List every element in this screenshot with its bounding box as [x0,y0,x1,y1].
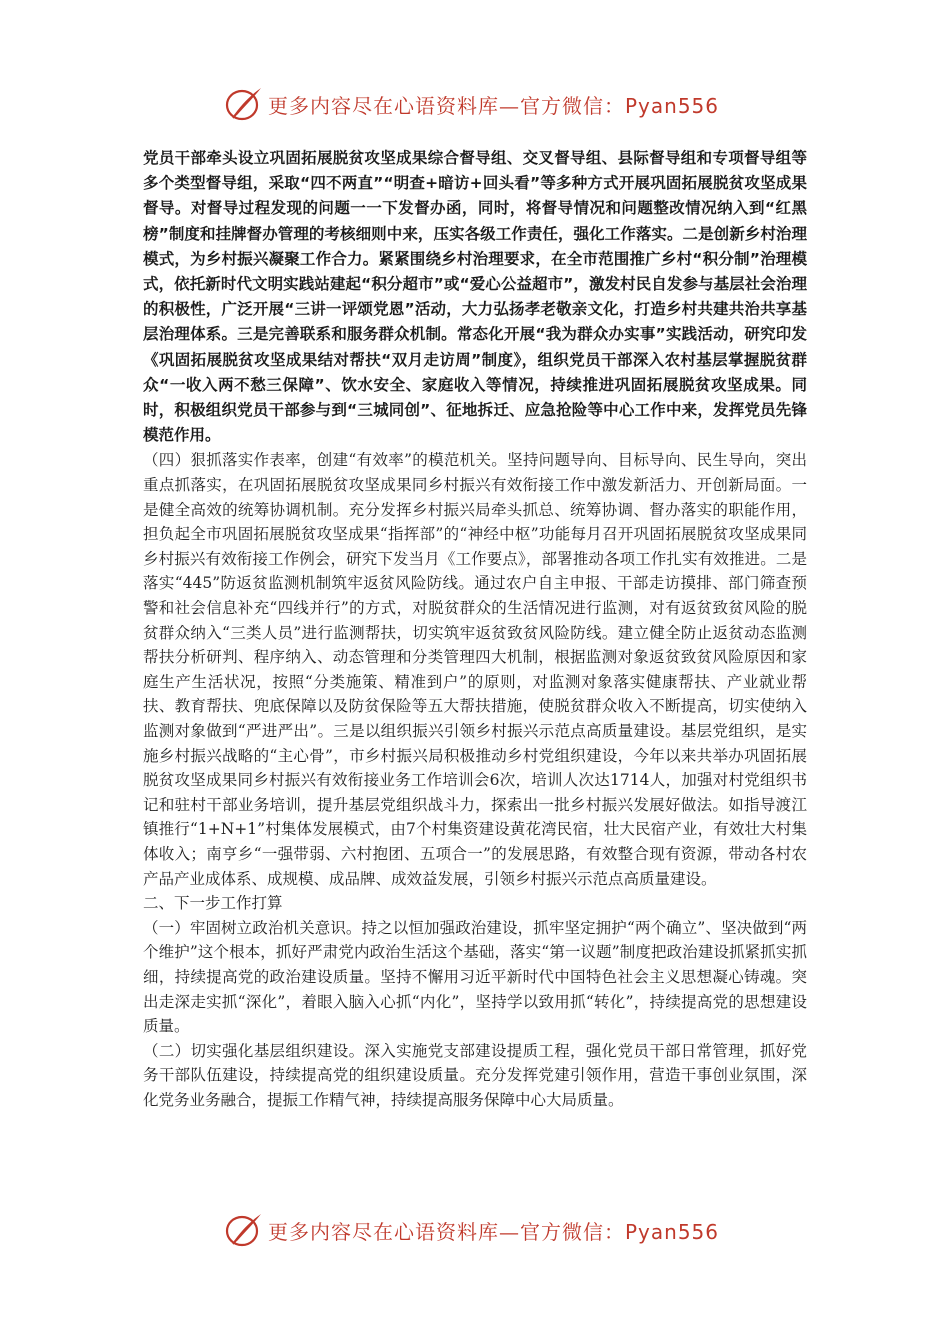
article-body [143,146,807,1112]
quill-pen-logo-icon [224,85,264,123]
wechat-id: Pyan556 [625,1219,720,1244]
footer-banner [224,1210,744,1250]
paragraph: （一）牢固树立政治机关意识。持之以恒加强政治建设，抓牢坚定拥护“两个确立”、坚决做到“两个维护”这个根本，抓好严肃党内政治生活这个基础，落实“第一议题”制度把政治建设抓紧抓实抓细，持续提高党的政治建设质量。坚持不懈用习近平新时代中国特色社会主义思想凝心铸魂。突出走深走实抓“深化”，着眼入脑入心抓“内化”，坚持学以致用抓“转化”，持续提高党的思想建设质量。 [143,918,807,1036]
paragraph: （二）切实强化基层组织建设。深入实施党支部建设提质工程，强化党员干部日常管理，抓好党务干部队伍建设，持续提高党的组织建设质量。充分发挥党建引领作用，营造干事创业氛围，深化党务业务融合，提振工作精气神，持续提高服务保障中心大局质量。 [143,1041,807,1109]
banner-text: 更多内容尽在心语资料库—官方微信：Pyan556 [268,93,720,118]
header-banner [224,84,744,124]
paragraph: 党员干部牵头设立巩固拓展脱贫攻坚成果综合督导组、交叉督导组、县际督导组和专项督导组等多个类型督导组，采取“四不两直”“明查+暗访+回头看”等多种方式开展巩固拓展脱贫攻坚成果督导。对督导过程发现的问题一一下发督办函，同时，将督导情况和问题整改情况纳入到“红黑榜”制度和挂牌督办管理的考核细则中来，压实各级工作责任，强化工作落实。二是创新乡村治理模式，为乡村振兴凝聚工作合力。紧紧围绕乡村治理要求，在全市范围推广乡村“积分制”治理模式，依托新时代文明实践站建起“积分超市”或“爱心公益超市”，激发村民自发参与基层社会治理的积极性，广泛开展“三讲一评颂党恩”活动，大力弘扬孝老敬亲文化，打造乡村共建共治共享基层治理体系。三是完善联系和服务群众机制。常态化开展“我为群众办实事”实践活动，研究印发《巩固拓展脱贫攻坚成果结对帮扶“双月走访周”制度》，组织党员干部深入农村基层掌握脱贫群众“一收入两不愁三保障”、饮水安全、家庭收入等情况，持续推进巩固拓展脱贫攻坚成果。同时，积极组织党员干部参与到“三城同创”、征地拆迁、应急抢险等中心工作中来，发挥党员先锋模范作用。 [143,149,807,445]
wechat-id: Pyan556 [625,93,720,118]
quill-pen-logo-icon [224,1211,264,1249]
banner-text: 更多内容尽在心语资料库—官方微信：Pyan556 [268,1219,720,1244]
paragraph: （四）狠抓落实作表率，创建“有效率”的模范机关。坚持问题导向、目标导向、民生导向，突出重点抓落实，在巩固拓展脱贫攻坚成果同乡村振兴有效衔接工作中激发新活力、开创新局面。一是健全高效的统筹协调机制。充分发挥乡村振兴局牵头抓总、统筹协调、督办落实的职能作用，担负起全市巩固拓展脱贫攻坚成果“指挥部”的“神经中枢”功能每月召开巩固拓展脱贫攻坚成果同乡村振兴有效衔接工作例会，研究下发当月《工作要点》，部署推动各项工作扎实有效推进。二是落实“445”防返贫监测机制筑牢返贫风险防线。通过农户自主申报、干部走访摸排、部门筛查预警和社会信息补充“四线并行”的方式，对脱贫群众的生活情况进行监测，对有返贫致贫风险的脱贫群众纳入“三类人员”进行监测帮扶，切实筑牢返贫致贫风险防线。建立健全防止返贫动态监测帮扶分析研判、程序纳入、动态管理和分类管理四大机制，根据监测对象返贫致贫风险原因和家庭生产生活状况，按照“分类施策、精准到户”的原则，对监测对象落实健康帮扶、产业就业帮扶、教育帮扶、兜底保障以及防贫保险等五大帮扶措施，使脱贫群众收入不断提高，切实使纳入监测对象做到“严进严出”。三是以组织振兴引领乡村振兴示范点高质量建设。基层党组织，是实施乡村振兴战略的“主心骨”，市乡村振兴局积极推动乡村党组织建设，今年以来共举办巩固拓展脱贫攻坚成果同乡村振兴有效衔接业务工作培训会6次，培训人次达1714人，加强对村党组织书记和驻村干部业务培训，提升基层党组织战斗力，探索出一批乡村振兴发展好做法。如指导渡江镇推行“1+N+1”村集体发展模式，由7个村集资建设黄花湾民宿，壮大民宿产业，有效壮大村集体收入；南亨乡“一强带弱、六村抱团、五项合一”的发展思路，有效整合现有资源，带动各村农产品产业成体系、成规模、成品牌、成效益发展，引领乡村振兴示范点高质量建设。 [143,451,807,888]
section-heading: 二、下一步工作打算 [143,894,283,913]
